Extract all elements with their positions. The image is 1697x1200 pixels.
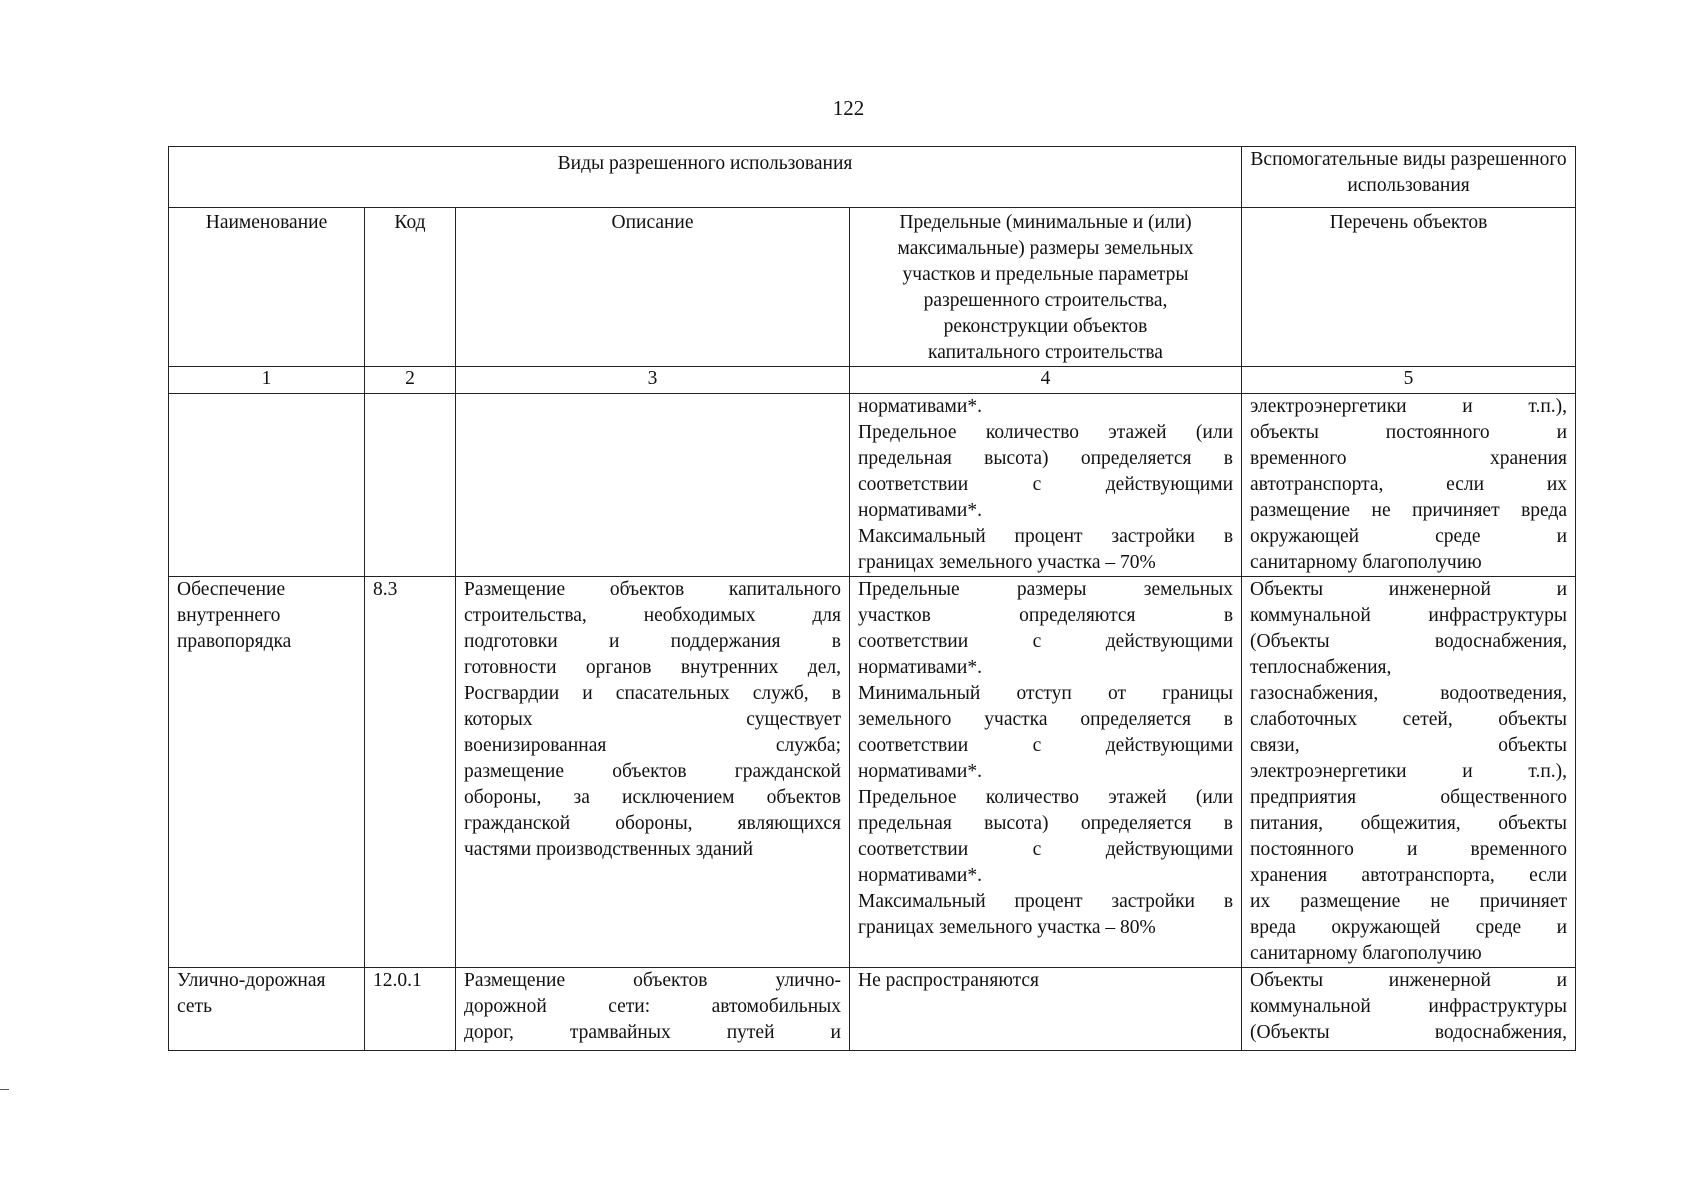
text-line: земельного участка определяется в	[858, 709, 1234, 730]
text-line: Максимальный процент застройки в	[858, 891, 1234, 912]
text-line: соответствии с действующими	[858, 474, 1234, 495]
text-line: санитарному благополучию	[1250, 552, 1482, 573]
table-row	[169, 968, 1576, 1051]
text-line: слаботочных сетей, объекты	[1250, 709, 1568, 730]
text-line: обороны, за исключением объектов	[464, 787, 841, 808]
row-name	[169, 394, 365, 577]
text-line: Улично-дорожная	[177, 970, 326, 991]
text-line: теплоснабжения,	[1250, 657, 1392, 678]
row-code	[365, 394, 456, 577]
text-line: питания, общежития, объекты	[1250, 813, 1568, 834]
column-number: 1	[169, 367, 365, 394]
header-line: реконструкции объектов	[943, 316, 1148, 337]
row-objects	[1242, 394, 1576, 577]
text-line: окружающей среде и	[1250, 526, 1568, 547]
col-header-objects: Перечень объектов	[1242, 208, 1576, 367]
text-line: соответствии с действующими	[858, 839, 1234, 860]
group-header-row	[169, 147, 1576, 208]
column-number: 5	[1242, 367, 1576, 394]
row-code: 12.0.1	[365, 968, 456, 1051]
text-line: готовности органов внутренних дел,	[464, 657, 841, 678]
text-line: коммунальной инфраструктуры	[1250, 605, 1568, 626]
col-header-parameters	[850, 208, 1242, 367]
text-line: частями производственных зданий	[464, 839, 754, 860]
text-line: временного хранения	[1250, 448, 1568, 469]
text-line: хранения автотранспорта, если	[1250, 865, 1568, 886]
text-line: строительства, необходимых для	[464, 605, 841, 626]
column-header-row	[169, 208, 1576, 367]
text-line: дорожной сети: автомобильных	[464, 996, 841, 1017]
text-line: Росгвардии и спасательных служб, в	[464, 683, 841, 704]
text-line: границах земельного участка – 80%	[858, 917, 1156, 938]
col-header-code: Код	[365, 208, 456, 367]
header-line: разрешенного строительства,	[923, 290, 1168, 311]
text-line: их размещение не причиняет	[1250, 891, 1568, 912]
text-line: нормативами*.	[858, 761, 982, 782]
text-line: Предельные размеры земельных	[858, 579, 1234, 600]
main-group-header: Виды разрешенного использования	[169, 147, 1242, 208]
text-line: вреда окружающей среде и	[1250, 917, 1568, 938]
row-description	[456, 394, 850, 577]
header-line: максимальные) размеры земельных	[897, 238, 1194, 259]
text-line: санитарному благополучию	[1250, 943, 1482, 964]
row-objects	[1242, 968, 1576, 1051]
text-line: электроэнергетики и т.п.),	[1250, 396, 1568, 417]
text-line: предельная высота) определяется в	[858, 448, 1234, 469]
column-number: 4	[850, 367, 1242, 394]
land-use-table	[168, 146, 1576, 1051]
text-line: Максимальный процент застройки в	[858, 526, 1234, 547]
text-line: Объекты инженерной и	[1250, 970, 1568, 991]
page-number: 122	[832, 96, 865, 120]
text-line: нормативами*.	[858, 396, 982, 417]
text-line: дорог, трамвайных путей и	[464, 1022, 841, 1043]
aux-group-header: Вспомогательные виды разрешенного использования	[1242, 147, 1576, 208]
row-name	[169, 968, 365, 1051]
column-number: 3	[456, 367, 850, 394]
text-line: автотранспорта, если их	[1250, 474, 1568, 495]
row-parameters	[850, 394, 1242, 577]
text-line: нормативами*.	[858, 500, 982, 521]
text-line: нормативами*.	[858, 657, 982, 678]
row-objects	[1242, 577, 1576, 968]
text-line: предельная высота) определяется в	[858, 813, 1234, 834]
text-line: постоянного и временного	[1250, 839, 1568, 860]
row-name	[169, 577, 365, 968]
text-line: связи, объекты	[1250, 735, 1568, 756]
col-header-name: Наименование	[169, 208, 365, 367]
text-line: размещение объектов гражданской	[464, 761, 841, 782]
text-line: участков определяются в	[858, 605, 1234, 626]
text-line: соответствии с действующими	[858, 631, 1234, 652]
header-line: участков и предельные параметры	[902, 264, 1189, 285]
table-row	[169, 394, 1576, 577]
column-number: 2	[365, 367, 456, 394]
header-line: Предельные (минимальные и (или)	[899, 212, 1192, 233]
text-line: которых существует	[464, 709, 841, 730]
table-row	[169, 577, 1576, 968]
text-line: предприятия общественного	[1250, 787, 1568, 808]
col-header-description: Описание	[456, 208, 850, 367]
text-line: Предельное количество этажей (или	[858, 787, 1234, 808]
row-parameters	[850, 577, 1242, 968]
text-line: коммунальной инфраструктуры	[1250, 996, 1568, 1017]
text-line: размещение не причиняет вреда	[1250, 500, 1568, 521]
text-line: Обеспечение	[177, 579, 286, 600]
text-line: Размещение объектов улично-	[464, 970, 841, 991]
text-line: сеть	[177, 996, 212, 1017]
text-line: (Объекты водоснабжения,	[1250, 631, 1568, 652]
text-line: Не распространяются	[858, 970, 1040, 991]
column-number-row	[169, 367, 1576, 394]
text-line: гражданской обороны, являющихся	[464, 813, 841, 834]
row-description	[456, 968, 850, 1051]
text-line: внутреннего	[177, 605, 281, 626]
margin-mark	[0, 1089, 9, 1090]
text-line: нормативами*.	[858, 865, 982, 886]
text-line: электроэнергетики и т.п.),	[1250, 761, 1568, 782]
text-line: Объекты инженерной и	[1250, 579, 1568, 600]
text-line: границах земельного участка – 70%	[858, 552, 1156, 573]
text-line: объекты постоянного и	[1250, 422, 1568, 443]
text-line: Размещение объектов капитального	[464, 579, 841, 600]
text-line: Минимальный отступ от границы	[858, 683, 1234, 704]
text-line: военизированная служба;	[464, 735, 841, 756]
row-code: 8.3	[365, 577, 456, 968]
row-parameters	[850, 968, 1242, 1051]
text-line: Предельное количество этажей (или	[858, 422, 1234, 443]
text-line: соответствии с действующими	[858, 735, 1234, 756]
text-line: подготовки и поддержания в	[464, 631, 841, 652]
text-line: (Объекты водоснабжения,	[1250, 1022, 1568, 1043]
header-line: капитального строительства	[928, 342, 1163, 363]
text-line: правопорядка	[177, 631, 292, 652]
row-description	[456, 577, 850, 968]
text-line: газоснабжения, водоотведения,	[1250, 683, 1568, 704]
